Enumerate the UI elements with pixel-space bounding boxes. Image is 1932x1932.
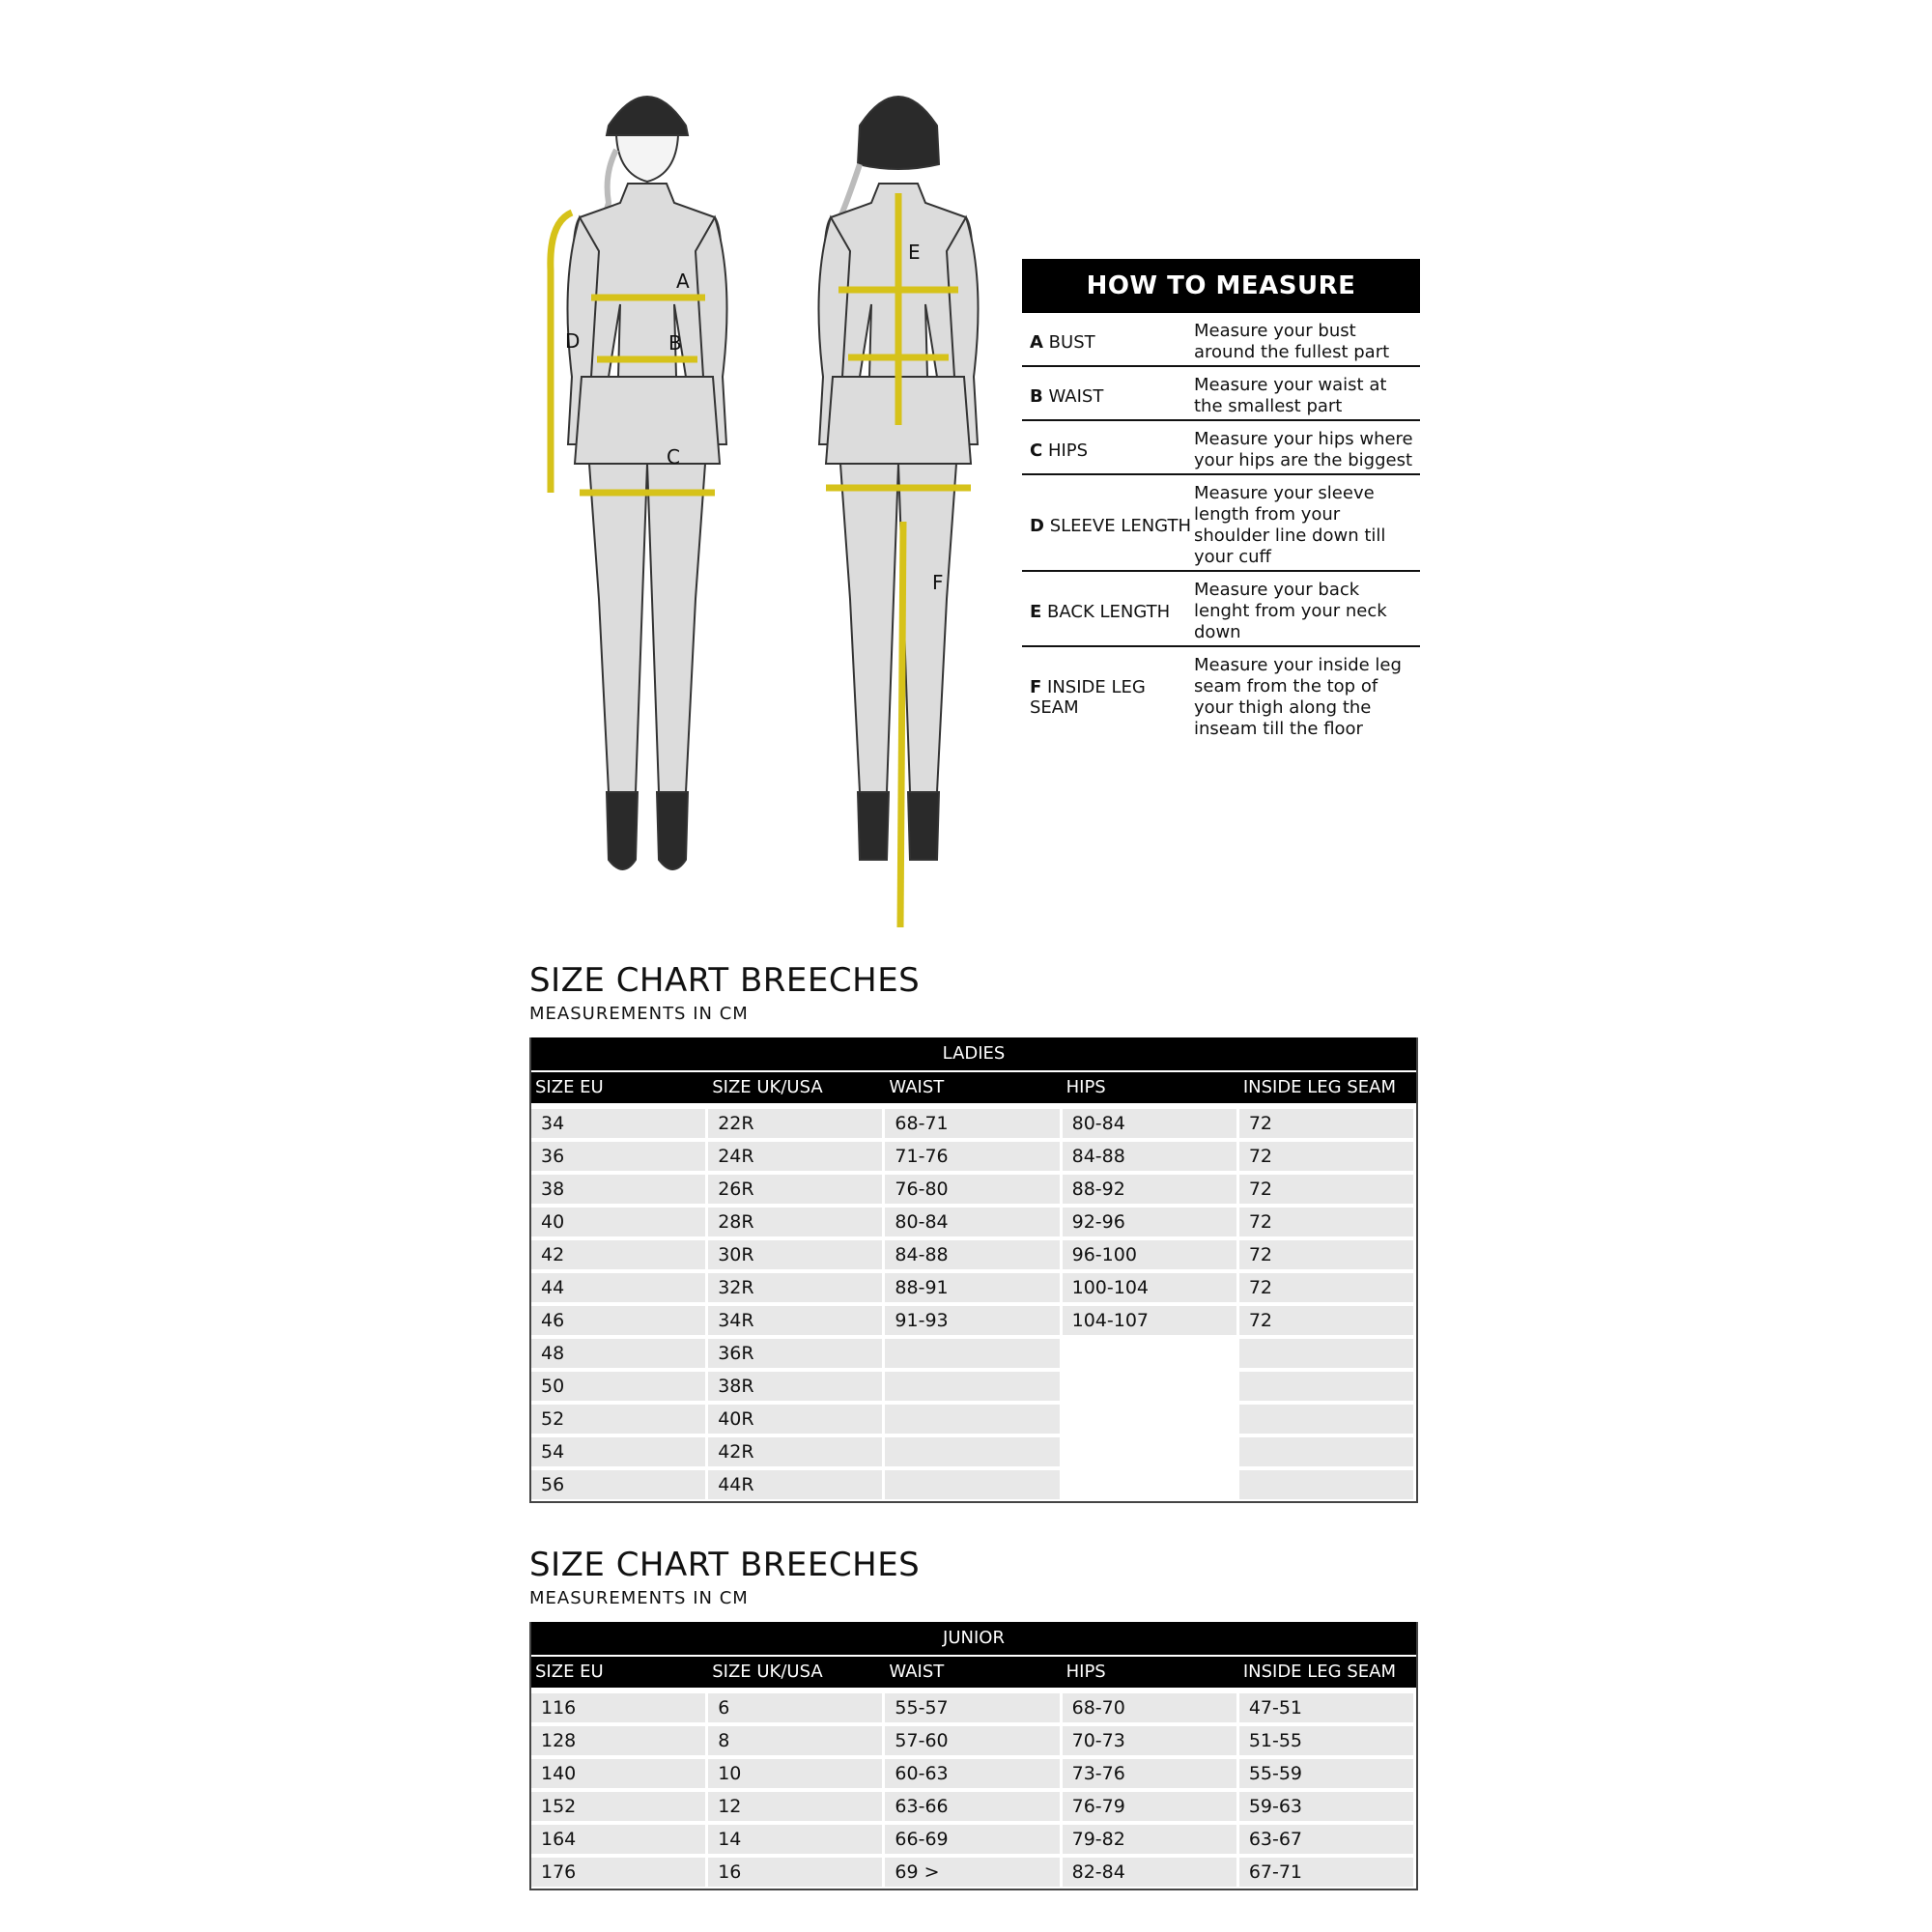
table-group-header: JUNIOR — [531, 1622, 1416, 1657]
measure-letter: E — [1030, 601, 1042, 622]
table-cell: 47-51 — [1239, 1693, 1413, 1722]
table-cell: 32R — [708, 1273, 882, 1302]
table-cell: 55-59 — [1239, 1759, 1413, 1788]
table-cell: 91-93 — [885, 1306, 1059, 1335]
table-cell: 72 — [1239, 1142, 1413, 1171]
junior-size-chart — [529, 1546, 1418, 1890]
ladies-size-chart — [529, 961, 1418, 1503]
table-cell: 63-67 — [1239, 1825, 1413, 1854]
table-cell: 10 — [708, 1759, 882, 1788]
table-cell: 68-70 — [1063, 1693, 1236, 1722]
table-cell: 82-84 — [1063, 1858, 1236, 1887]
measure-letter: D — [1030, 515, 1044, 536]
table-cell: 73-76 — [1063, 1759, 1236, 1788]
table-cell: 38R — [708, 1372, 882, 1401]
table-cell — [1063, 1470, 1236, 1499]
how-to-measure-title: HOW TO MEASURE — [1022, 259, 1420, 313]
table-cell: 42 — [531, 1240, 705, 1269]
measure-row-hips — [1022, 429, 1420, 475]
table-cell: 40R — [708, 1405, 882, 1434]
table-cell: 34R — [708, 1306, 882, 1335]
table-cell: 12 — [708, 1792, 882, 1821]
table-column — [1063, 1107, 1239, 1501]
table-cell — [885, 1437, 1059, 1466]
table-cell: 69 > — [885, 1858, 1059, 1887]
table-cell: 52 — [531, 1405, 705, 1434]
table-cell: 88-92 — [1063, 1175, 1236, 1204]
table-cell: 104-107 — [1063, 1306, 1236, 1335]
measurement-illustration — [522, 58, 1024, 947]
table-cell: 44R — [708, 1470, 882, 1499]
table-cell: 84-88 — [885, 1240, 1059, 1269]
table-cell: 140 — [531, 1759, 705, 1788]
table-cell: 26R — [708, 1175, 882, 1204]
table-column — [1239, 1107, 1416, 1501]
table-column — [885, 1691, 1062, 1889]
column-header: HIPS — [1065, 1077, 1106, 1097]
junior-table — [529, 1622, 1418, 1890]
table-cell: 36R — [708, 1339, 882, 1368]
measure-row-back — [1022, 580, 1420, 647]
ladies-table — [529, 1037, 1418, 1503]
table-cell: 24R — [708, 1142, 882, 1171]
table-cell: 54 — [531, 1437, 705, 1466]
table-cell — [1063, 1437, 1236, 1466]
table-cell: 51-55 — [1239, 1726, 1413, 1755]
table-column — [1063, 1691, 1239, 1889]
measure-name: SLEEVE LENGTH — [1049, 515, 1191, 536]
table-cell: 8 — [708, 1726, 882, 1755]
measure-name: HIPS — [1047, 440, 1089, 461]
table-cell: 28R — [708, 1208, 882, 1236]
table-column — [885, 1107, 1062, 1501]
table-cell — [885, 1339, 1059, 1368]
table-cell: 44 — [531, 1273, 705, 1302]
column-header: WAIST — [889, 1077, 945, 1097]
table-cell: 71-76 — [885, 1142, 1059, 1171]
table-cell: 56 — [531, 1470, 705, 1499]
table-cell — [1239, 1437, 1413, 1466]
measure-desc: Measure your inside leg seam from the top of your thigh along the inseam till the floor — [1194, 655, 1402, 739]
measure-row-waist — [1022, 375, 1420, 421]
table-cell: 36 — [531, 1142, 705, 1171]
table-cell: 100-104 — [1063, 1273, 1236, 1302]
measure-desc: Measure your back lenght from your neck down — [1194, 580, 1387, 642]
how-to-measure-list — [1022, 321, 1420, 742]
column-header: INSIDE LEG SEAM — [1242, 1662, 1396, 1682]
measure-name: WAIST — [1048, 385, 1104, 407]
table-cell: 88-91 — [885, 1273, 1059, 1302]
table-cell: 60-63 — [885, 1759, 1059, 1788]
chart-title: SIZE CHART BREECHES — [529, 1546, 921, 1584]
table-column-headers — [531, 1072, 1416, 1103]
column-header: SIZE UK/USA — [712, 1077, 823, 1097]
table-cell: 128 — [531, 1726, 705, 1755]
table-cell: 96-100 — [1063, 1240, 1236, 1269]
table-cell — [1239, 1470, 1413, 1499]
table-cell — [1063, 1372, 1236, 1401]
measure-letter: C — [1030, 440, 1043, 461]
table-cell: 42R — [708, 1437, 882, 1466]
table-cell: 176 — [531, 1858, 705, 1887]
measure-letter: A — [1030, 331, 1043, 353]
column-header: SIZE UK/USA — [712, 1662, 823, 1682]
measure-letter: F — [1030, 677, 1042, 697]
table-cell: 16 — [708, 1858, 882, 1887]
table-cell: 46 — [531, 1306, 705, 1335]
table-column — [531, 1691, 708, 1889]
measure-row-sleeve — [1022, 483, 1420, 572]
table-cell: 72 — [1239, 1240, 1413, 1269]
table-group-header: LADIES — [531, 1037, 1416, 1072]
table-cell: 72 — [1239, 1273, 1413, 1302]
measure-desc: Measure your bust around the fullest part — [1194, 321, 1390, 362]
column-header: SIZE EU — [535, 1662, 604, 1682]
table-body — [531, 1688, 1416, 1889]
measure-desc: Measure your waist at the smallest part — [1194, 375, 1387, 416]
table-cell: 59-63 — [1239, 1792, 1413, 1821]
table-cell: 152 — [531, 1792, 705, 1821]
table-cell: 14 — [708, 1825, 882, 1854]
table-cell — [1239, 1339, 1413, 1368]
column-header: WAIST — [889, 1662, 945, 1682]
table-cell: 40 — [531, 1208, 705, 1236]
table-cell: 34 — [531, 1109, 705, 1138]
table-cell: 72 — [1239, 1175, 1413, 1204]
measure-row-leg — [1022, 655, 1420, 742]
table-cell: 76-80 — [885, 1175, 1059, 1204]
table-cell: 38 — [531, 1175, 705, 1204]
label-c: C — [667, 445, 680, 469]
measure-name: BUST — [1048, 331, 1095, 353]
measure-desc: Measure your sleeve length from your shoulder line down till your cuff — [1194, 483, 1386, 567]
table-cell: 72 — [1239, 1208, 1413, 1236]
label-d: D — [565, 329, 581, 353]
table-cell — [1063, 1405, 1236, 1434]
column-header: SIZE EU — [535, 1077, 604, 1097]
table-cell: 76-79 — [1063, 1792, 1236, 1821]
table-cell — [885, 1405, 1059, 1434]
table-cell: 22R — [708, 1109, 882, 1138]
table-cell: 164 — [531, 1825, 705, 1854]
column-header: INSIDE LEG SEAM — [1242, 1077, 1396, 1097]
table-cell: 92-96 — [1063, 1208, 1236, 1236]
table-cell — [1063, 1339, 1236, 1368]
table-cell: 67-71 — [1239, 1858, 1413, 1887]
chart-title: SIZE CHART BREECHES — [529, 961, 921, 1000]
table-cell: 30R — [708, 1240, 882, 1269]
column-header: HIPS — [1065, 1662, 1106, 1682]
chart-subtitle: MEASUREMENTS IN CM — [529, 1004, 749, 1024]
table-cell — [885, 1470, 1059, 1499]
label-f: F — [932, 571, 944, 594]
table-cell: 6 — [708, 1693, 882, 1722]
table-cell — [885, 1372, 1059, 1401]
table-cell: 70-73 — [1063, 1726, 1236, 1755]
measure-name: BACK LENGTH — [1047, 601, 1171, 622]
table-column — [708, 1107, 885, 1501]
table-cell: 79-82 — [1063, 1825, 1236, 1854]
front-figure — [568, 97, 727, 869]
table-cell: 48 — [531, 1339, 705, 1368]
table-cell: 72 — [1239, 1109, 1413, 1138]
table-cell: 116 — [531, 1693, 705, 1722]
label-a: A — [676, 270, 690, 293]
table-cell: 50 — [531, 1372, 705, 1401]
table-cell: 57-60 — [885, 1726, 1059, 1755]
measure-row-bust — [1022, 321, 1420, 367]
table-column-headers — [531, 1657, 1416, 1688]
measure-letter: B — [1030, 385, 1043, 407]
measure-desc: Measure your hips where your hips are the biggest — [1194, 429, 1413, 470]
label-e: E — [908, 241, 921, 264]
table-cell: 55-57 — [885, 1693, 1059, 1722]
table-column — [1239, 1691, 1416, 1889]
label-b: B — [668, 331, 682, 355]
table-column — [708, 1691, 885, 1889]
measure-name: INSIDE LEG SEAM — [1030, 677, 1146, 718]
how-to-measure-panel — [1022, 259, 1420, 742]
table-cell: 72 — [1239, 1306, 1413, 1335]
table-body — [531, 1103, 1416, 1501]
table-cell: 80-84 — [1063, 1109, 1236, 1138]
table-cell: 63-66 — [885, 1792, 1059, 1821]
table-cell: 66-69 — [885, 1825, 1059, 1854]
table-cell: 68-71 — [885, 1109, 1059, 1138]
table-cell — [1239, 1405, 1413, 1434]
table-column — [531, 1107, 708, 1501]
table-cell — [1239, 1372, 1413, 1401]
chart-subtitle: MEASUREMENTS IN CM — [529, 1588, 749, 1608]
table-cell: 80-84 — [885, 1208, 1059, 1236]
table-cell: 84-88 — [1063, 1142, 1236, 1171]
